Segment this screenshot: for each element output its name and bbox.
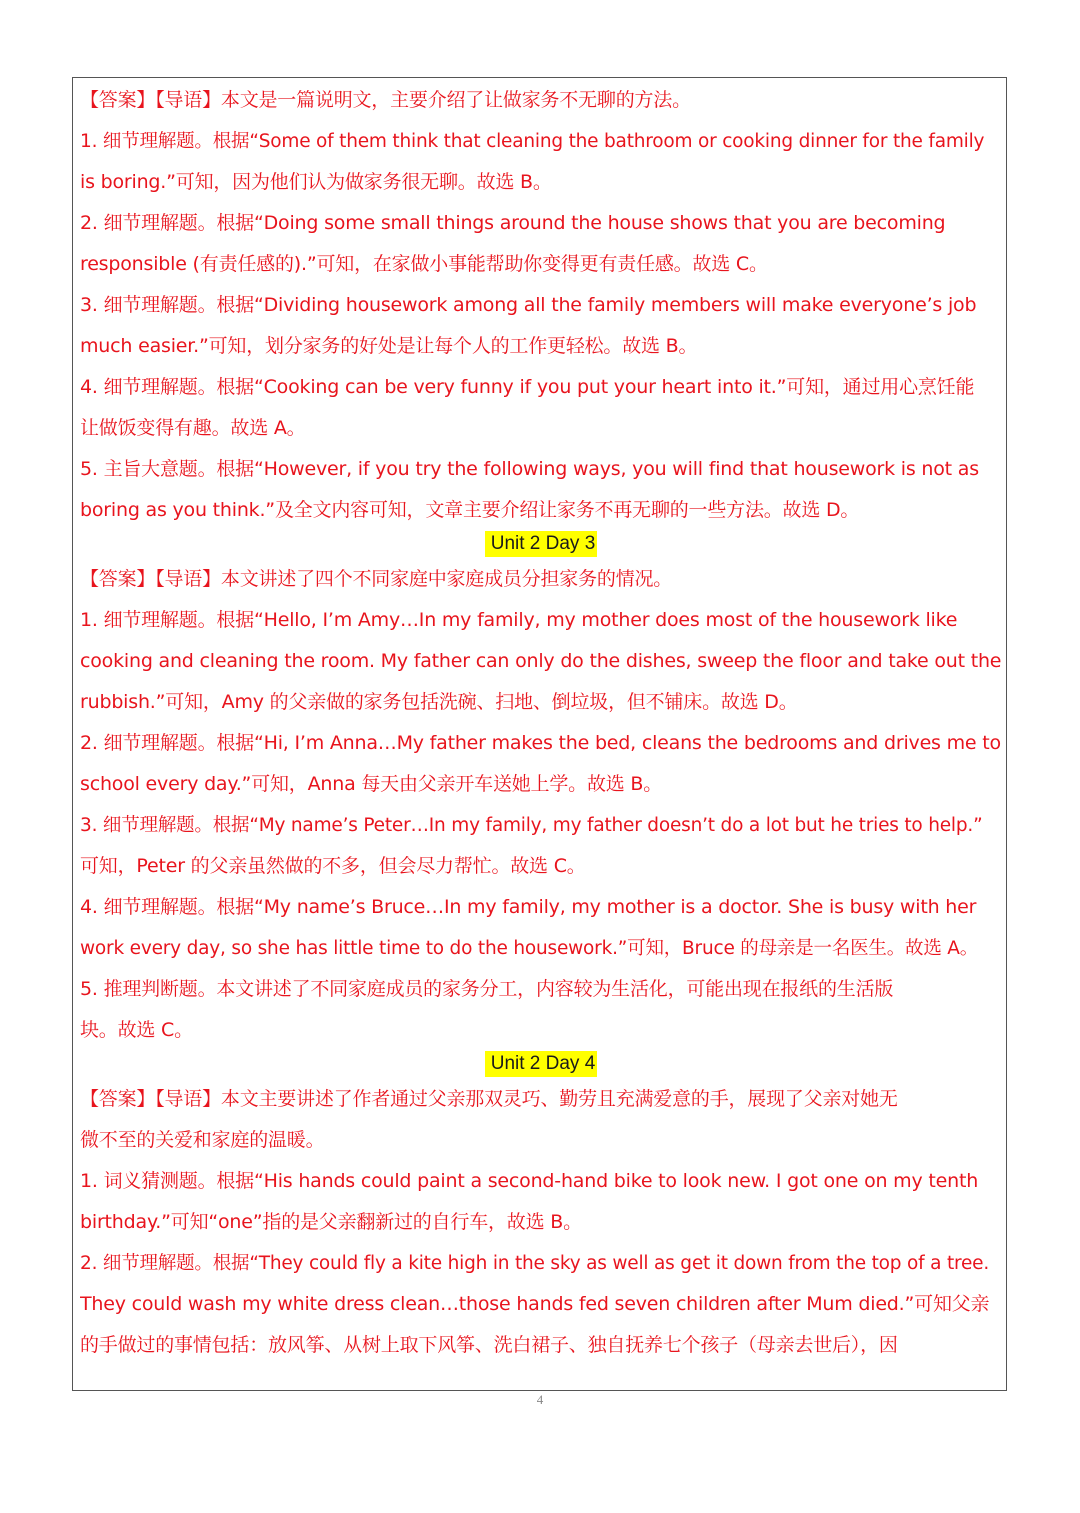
page-number: 4 [536, 1392, 544, 1407]
text-line: 3. 细节理解题。根据“My name’s Peter…In my family, my father doesn’t do a lot but he tries to help.” [80, 815, 983, 836]
text-line: 1. 细节理解题。根据“Hello, I’m Amy…In my family, my mother does most of the housework like [80, 609, 958, 631]
text-line: much easier.”可知，划分家务的好处是让每个人的工作更轻松。故选 B。 [80, 335, 698, 357]
text-line: 5. 推理判断题。本文讲述了不同家庭成员的家务分工，内容较为生活化，可能出现在报纸的生活版 [80, 978, 894, 1000]
section-3 [80, 1079, 1002, 1366]
answer-content [80, 80, 1002, 1366]
text-line: 4. 细节理解题。根据“Cooking can be very funny if you put your heart into it.”可知，通过用心烹饪能 [80, 376, 975, 398]
text-line: cooking and cleaning the room. My father can only do the dishes, sweep the floor and take out the [80, 650, 1002, 672]
section-heading-row [80, 531, 1002, 559]
text-line: 可知，Peter 的父亲虽然做的不多，但会尽力帮忙。故选 C。 [80, 855, 586, 877]
section-heading-unit2-day3: Unit 2 Day 3 [485, 531, 598, 557]
section-2 [80, 559, 1002, 1051]
text-line: 【答案】【导语】本文讲述了四个不同家庭中家庭成员分担家务的情况。 [80, 568, 673, 590]
text-line: 1. 词义猜测题。根据“His hands could paint a second-hand bike to look new. I got one on my tenth [80, 1170, 979, 1192]
text-line: school every day.”可知，Anna 每天由父亲开车送她上学。故选 B。 [80, 773, 663, 795]
text-line: 2. 细节理解题。根据“They could fly a kite high in the sky as well as get it down from the top of a tree. [80, 1253, 990, 1274]
section-heading-row [80, 1051, 1002, 1079]
section-1 [80, 80, 1002, 531]
text-line: is boring.”可知，因为他们认为做家务很无聊。故选 B。 [80, 171, 552, 193]
section-heading-unit2-day4: Unit 2 Day 4 [485, 1051, 598, 1077]
text-line: 2. 细节理解题。根据“Hi, I’m Anna…My father makes the bed, cleans the bedrooms and drives me to [80, 732, 1001, 754]
text-line: 微不至的关爱和家庭的温暖。 [80, 1129, 325, 1151]
text-line: 块。故选 C。 [80, 1019, 193, 1041]
text-line: birthday.”可知“one”指的是父亲翻新过的自行车，故选 B。 [80, 1211, 582, 1233]
text-line: work every day, so she has little time to do the housework.”可知，Bruce 的母亲是一名医生。故选 A。 [80, 938, 979, 959]
text-line: They could wash my white dress clean…those hands fed seven children after Mum died.”可知父亲 [80, 1293, 990, 1315]
text-line: responsible (有责任感的).”可知，在家做小事能帮助你变得更有责任感。故选 C。 [80, 253, 768, 275]
text-line: 【答案】【导语】本文是一篇说明文，主要介绍了让做家务不无聊的方法。 [80, 89, 691, 111]
text-line: 2. 细节理解题。根据“Doing some small things around the house shows that you are becoming [80, 212, 946, 234]
text-line: 1. 细节理解题。根据“Some of them think that cleaning the bathroom or cooking dinner for the family [80, 131, 985, 152]
text-line: 3. 细节理解题。根据“Dividing housework among all the family members will make everyone’s job [80, 294, 977, 316]
text-line: boring as you think.”及全文内容可知，文章主要介绍让家务不再无聊的一些方法。故选 D。 [80, 499, 860, 521]
text-line: 4. 细节理解题。根据“My name’s Bruce…In my family, my mother is a doctor. She is busy with her [80, 896, 977, 918]
text-line: 【答案】【导语】本文主要讲述了作者通过父亲那双灵巧、勤劳且充满爱意的手，展现了父亲对她无 [80, 1088, 898, 1110]
text-line: rubbish.”可知，Amy 的父亲做的家务包括洗碗、扫地、倒垃圾，但不铺床。故选 D。 [80, 691, 798, 713]
text-line: 让做饭变得有趣。故选 A。 [80, 417, 306, 439]
text-line: 5. 主旨大意题。根据“However, if you try the following ways, you will find that housework is not as [80, 458, 979, 480]
text-line: 的手做过的事情包括：放风筝、从树上取下风筝、洗白裙子、独自抚养七个孩子（母亲去世后），因 [80, 1334, 898, 1356]
